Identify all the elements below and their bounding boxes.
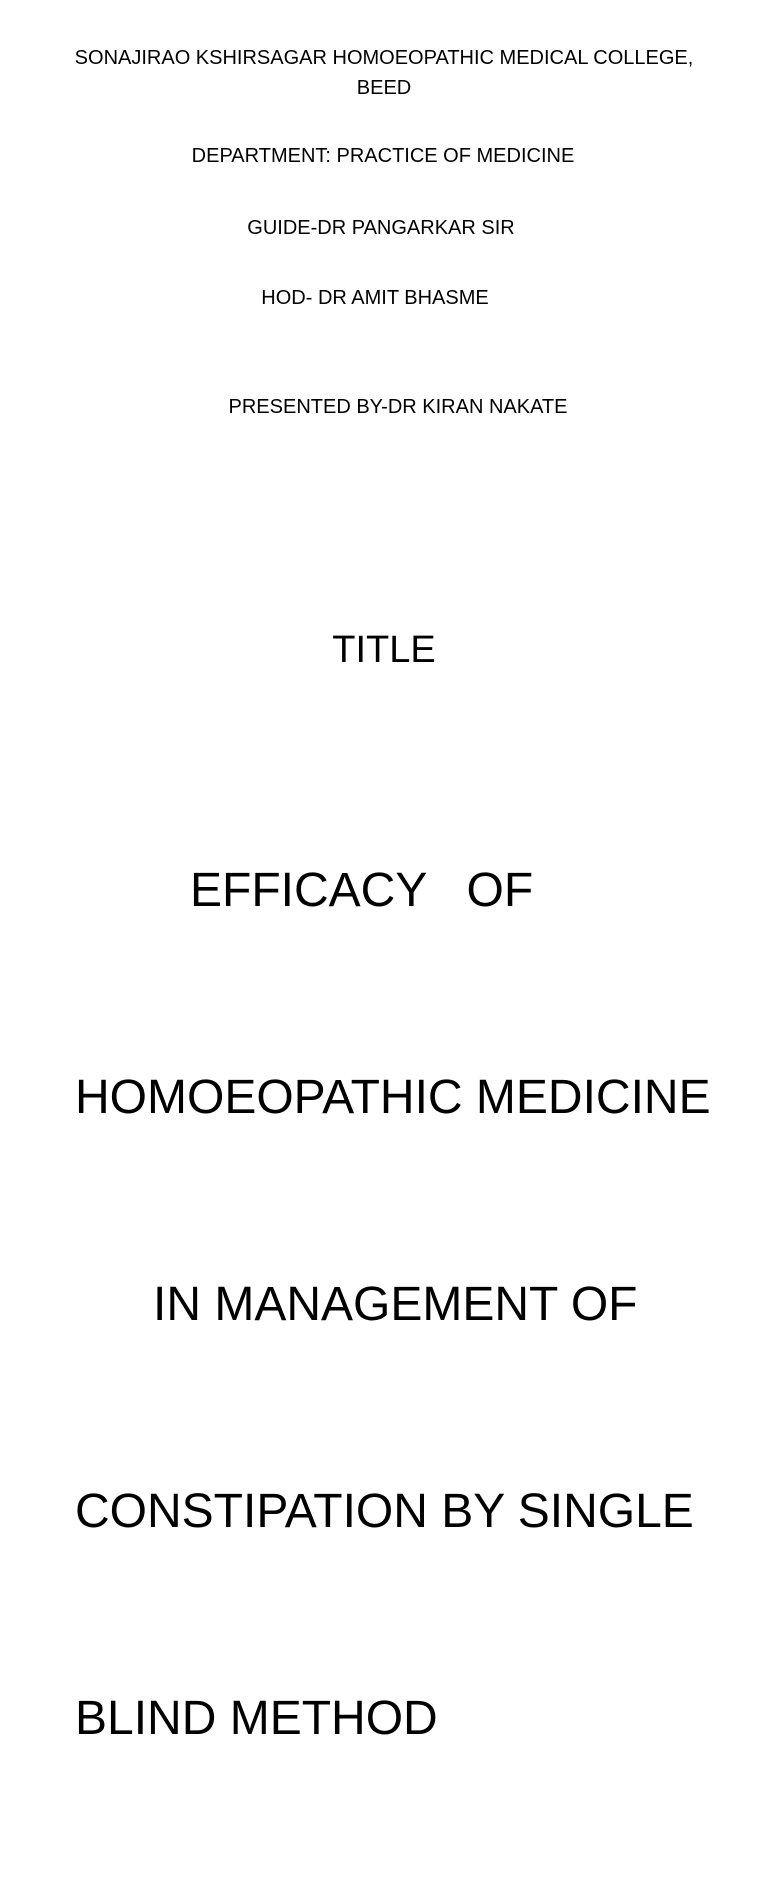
guide-line: GUIDE-DR PANGARKAR SIR	[247, 217, 515, 239]
college-name-line-1: SONAJIRAO KSHIRSAGAR HOMOEOPATHIC MEDICAL COLLEGE,	[74, 47, 694, 69]
title-label: TITLE	[332, 629, 436, 671]
thesis-title-line-3: IN MANAGEMENT OF	[153, 1278, 638, 1331]
thesis-title-line-1: EFFICACY OF	[190, 864, 534, 917]
thesis-title-line-4: CONSTIPATION BY SINGLE	[75, 1485, 694, 1538]
hod-line: HOD- DR AMIT BHASME	[261, 287, 489, 309]
presenter-line: PRESENTED BY-DR KIRAN NAKATE	[228, 396, 568, 418]
department-line: DEPARTMENT: PRACTICE OF MEDICINE	[191, 145, 575, 167]
thesis-title-line-5: BLIND METHOD	[75, 1692, 438, 1745]
thesis-title	[0, 718, 768, 1891]
college-name-line-2: BEED	[356, 77, 412, 99]
college-name	[0, 43, 768, 103]
thesis-title-line-2: HOMOEOPATHIC MEDICINE	[75, 1071, 711, 1124]
